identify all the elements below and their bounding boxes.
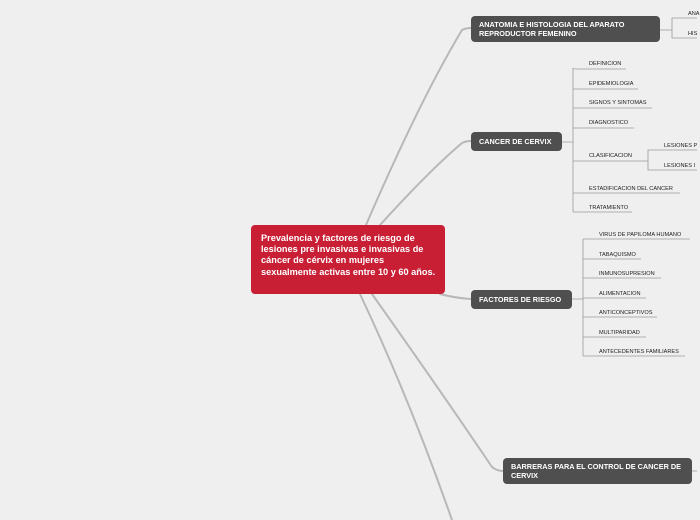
subtopic-vph[interactable]: VIRUS DE PAPILOMA HUMANO xyxy=(599,232,682,238)
subtopic-tabaquismo[interactable]: TABAQUISMO xyxy=(599,252,636,258)
subtopic-lesiones-i[interactable]: LESIONES I xyxy=(664,163,696,169)
subtopic-signos-y-sintomas[interactable]: SIGNOS Y SINTOMAS xyxy=(589,100,647,106)
subtopic-diagnostico[interactable]: DIAGNOSTICO xyxy=(589,120,629,126)
topic-cancer-de-cervix[interactable]: CANCER DE CERVIX xyxy=(471,132,562,151)
subtopic-anticonceptivos[interactable]: ANTICONCEPTIVOS xyxy=(599,310,653,316)
subtopic-estadificacion[interactable]: ESTADIFICACION DEL CANCER xyxy=(589,186,673,192)
subtopic-epidemiologia[interactable]: EPIDEMIOLOGIA xyxy=(589,81,634,87)
topic-anatomia[interactable]: ANATOMIA E HISTOLOGIA DEL APARATO REPRODUCTOR FEMENINO xyxy=(471,16,660,42)
subtopic-clasificacion[interactable]: CLASIFICACION xyxy=(589,153,632,159)
subtopic-his[interactable]: HIS xyxy=(688,31,698,37)
subtopic-definicion[interactable]: DEFINICION xyxy=(589,61,622,67)
subtopic-tratamiento[interactable]: TRATAMIENTO xyxy=(589,205,629,211)
subtopic-ana[interactable]: ANA xyxy=(688,11,700,17)
subtopic-inmunosupresion[interactable]: INMUNOSUPRESION xyxy=(599,271,655,277)
central-topic[interactable]: Prevalencia y factores de riesgo de lesiones pre invasivas e invasivas de cáncer de cérvix en mujeres sexualmente activas entre 10 y 60 años. xyxy=(251,225,445,294)
subtopic-antecedentes-familiares[interactable]: ANTECEDENTES FAMILIARES xyxy=(599,349,679,355)
topic-factores-de-riesgo[interactable]: FACTORES DE RIESGO xyxy=(471,290,572,309)
subtopic-lesiones-p[interactable]: LESIONES P xyxy=(664,143,698,149)
topic-barreras[interactable]: BARRERAS PARA EL CONTROL DE CANCER DE CERVIX xyxy=(503,458,692,484)
subtopic-multiparidad[interactable]: MULTIPARIDAD xyxy=(599,330,640,336)
subtopic-alimentacion[interactable]: ALIMENTACION xyxy=(599,291,641,297)
